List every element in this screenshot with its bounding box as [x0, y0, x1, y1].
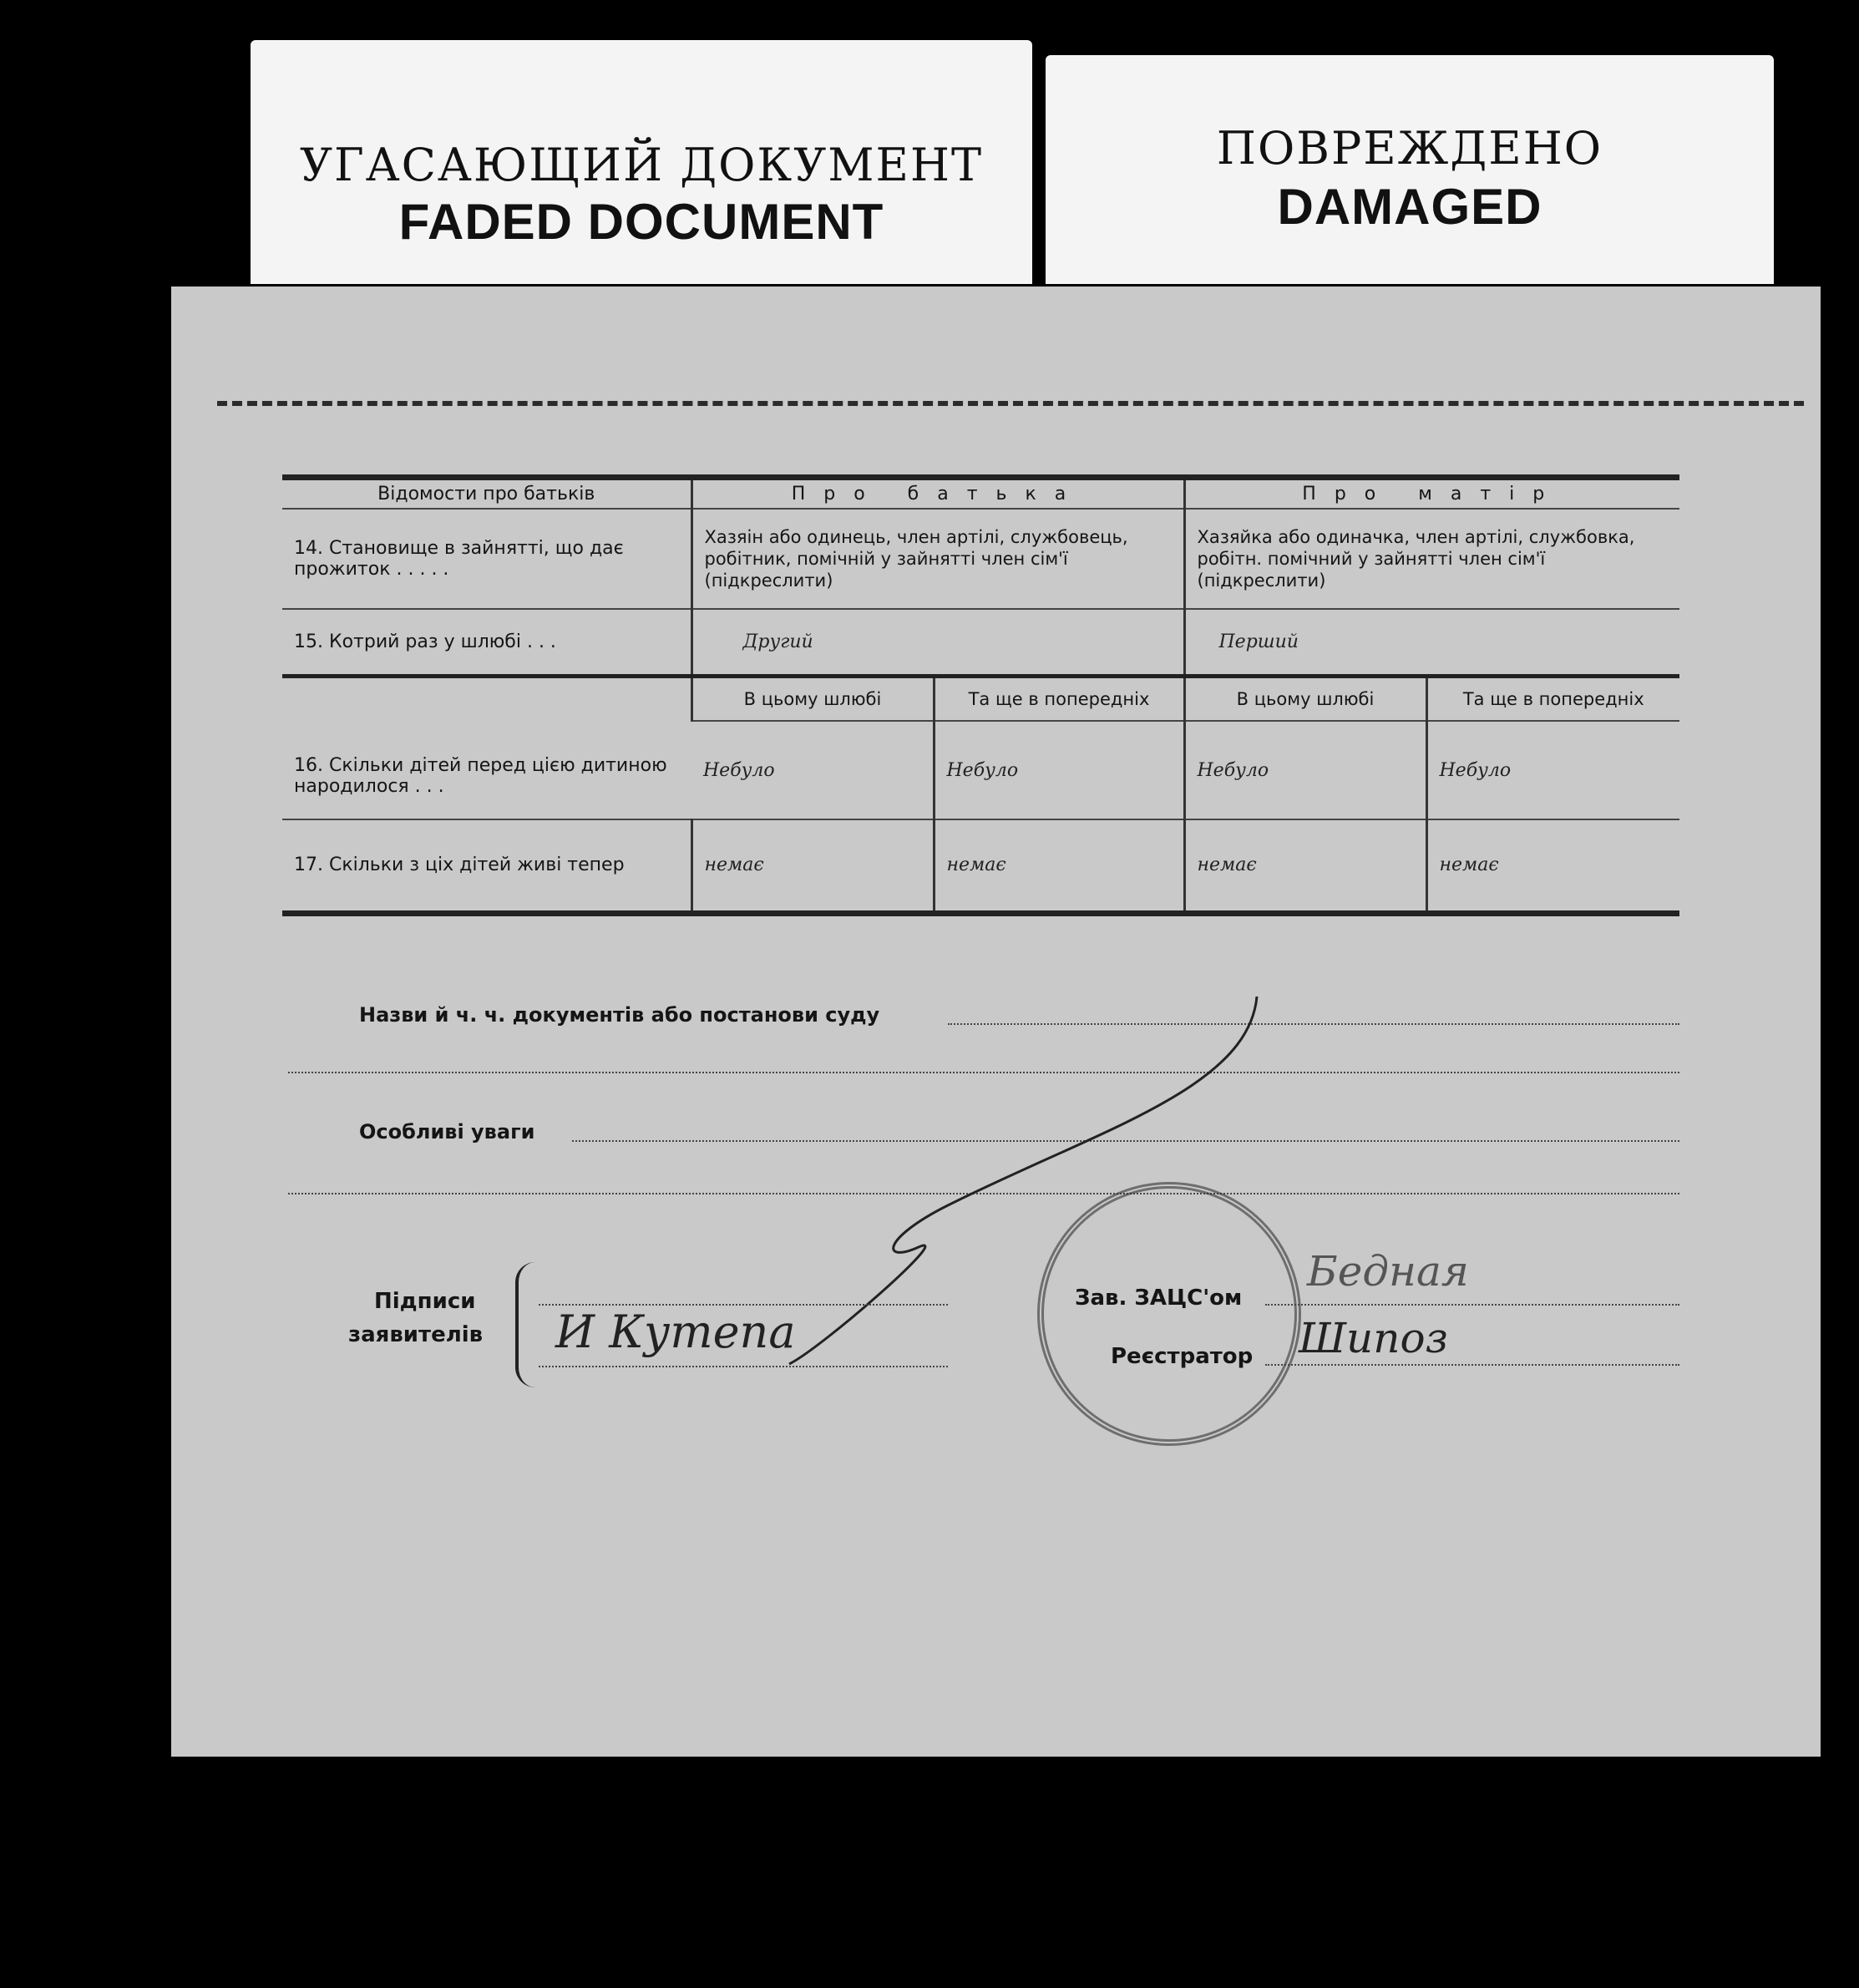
damaged-document-label	[1046, 55, 1774, 284]
row16-father-previous: Небуло	[934, 721, 1184, 819]
row14-father-options: Хазяін або одинець, член артілі, службовець, робітник, помічній у зайнятті член сім'ї (підкреслити)	[691, 509, 1184, 609]
head-label: Зав. ЗАЦС'ом	[1075, 1286, 1243, 1311]
registrar-label: Реєстратор	[1111, 1344, 1254, 1369]
table-row-17	[282, 819, 1679, 913]
signatures-brace	[515, 1262, 535, 1387]
signatures-label-2: заявителів	[348, 1322, 484, 1347]
row16-label: 16. Скільки дітей перед цією дитиною народилося . . .	[282, 676, 691, 819]
sub-mother-this-marriage: В цьому шлюбі	[1184, 676, 1426, 721]
applicant-signature: И Кутепа	[555, 1306, 796, 1358]
registrar-signature-line	[1265, 1364, 1679, 1366]
perforation-line	[217, 401, 1804, 406]
notes-label: Особливі уваги	[359, 1120, 535, 1144]
sub-father-this-marriage: В цьому шлюбі	[691, 676, 934, 721]
damaged-label-en: DAMAGED	[1277, 179, 1542, 235]
signature-line-2	[539, 1366, 948, 1367]
header-parents-info: Відомости про батьків	[282, 478, 691, 510]
row15-mother-value: Перший	[1184, 609, 1679, 676]
faded-label-en: FADED DOCUMENT	[398, 194, 884, 250]
row15-father-value: Другий	[691, 609, 1184, 676]
faded-label-ru: УГАСАЮЩИЙ ДОКУМЕНТ	[299, 139, 984, 191]
row14-label: 14. Становище в зайнятті, що дає прожиток . . . . .	[282, 509, 691, 609]
table-row-15	[282, 609, 1679, 676]
row16-father-this: Небуло	[691, 721, 934, 819]
row17-father-previous: немає	[934, 819, 1184, 913]
row16-mother-this: Небуло	[1184, 721, 1426, 819]
table-row-14	[282, 509, 1679, 609]
signatures-label-1: Підписи	[374, 1289, 476, 1314]
head-signature-line	[1265, 1304, 1679, 1306]
row16-mother-previous: Небуло	[1426, 721, 1679, 819]
documents-label: Назви й ч. ч. документів або постанови суду	[359, 1003, 880, 1027]
row17-label: 17. Скільки з ціх дітей живі тепер	[282, 819, 691, 913]
header-father: Про батька	[691, 478, 1184, 510]
head-signature: Бедная	[1307, 1247, 1469, 1296]
parents-info-table	[282, 474, 1679, 916]
row14-mother-options: Хазяйка або одиначка, член артілі, службовка, робітн. помічний у зайнятті член сім'ї (підкреслити)	[1184, 509, 1679, 609]
sub-mother-previous: Та ще в попередніх	[1426, 676, 1679, 721]
row17-father-this: немає	[691, 819, 934, 913]
official-stamp	[1037, 1182, 1301, 1446]
row17-mother-this: немає	[1184, 819, 1426, 913]
table-subheader-row	[282, 676, 1679, 721]
header-mother: Про матір	[1184, 478, 1679, 510]
row17-mother-previous: немає	[1426, 819, 1679, 913]
row15-label: 15. Котрий раз у шлюбі . . .	[282, 609, 691, 676]
registrar-signature: Шипоз	[1299, 1314, 1448, 1362]
faded-document-label	[251, 40, 1032, 284]
damaged-label-ru: ПОВРЕЖДЕНО	[1216, 122, 1603, 175]
sub-father-previous: Та ще в попередніх	[934, 676, 1184, 721]
registration-form-sheet	[171, 287, 1821, 1757]
table-header-row	[282, 478, 1679, 510]
